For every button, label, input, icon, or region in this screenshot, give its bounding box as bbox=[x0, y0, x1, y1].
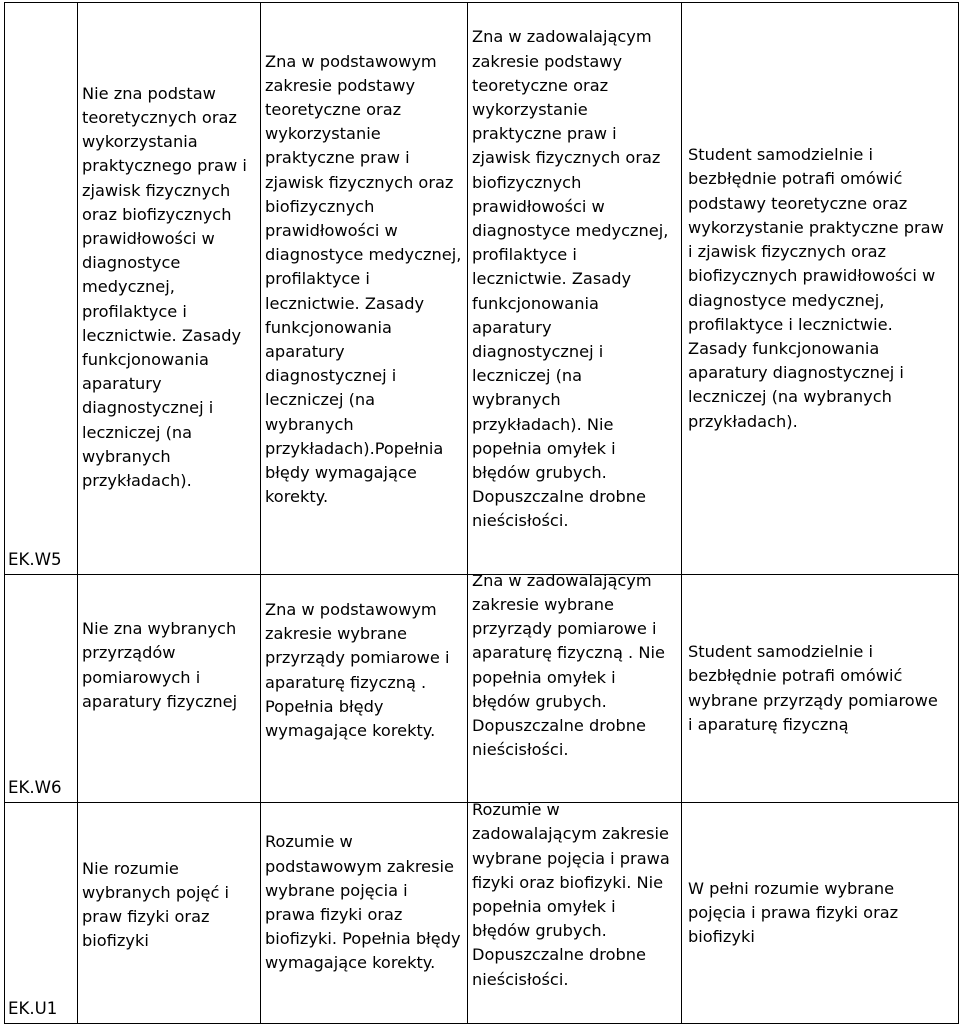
grade-cell-basic bbox=[261, 803, 468, 1024]
grade-cell-excellent bbox=[682, 3, 959, 575]
grade-cell-excellent bbox=[682, 575, 959, 803]
cell-text: Nie rozumie wybranych pojęć i praw fizyki oraz biofizyki bbox=[82, 858, 229, 951]
cell-text: Rozumie w podstawowym zakresie wybrane pojęcia i prawa fizyki oraz biofizyki. Popełnia błędy wymagające korekty. bbox=[265, 832, 461, 973]
cell-text: Rozumie w zadowalającym zakresie wybrane pojęcia i prawa fizyki oraz biofizyki. Nie popełnia omyłek i błędów grubych. Dopuszczalne drobne nieścisłości. bbox=[472, 800, 670, 989]
cell-text: Student samodzielnie i bezbłędnie potrafi omówić podstawy teoretyczne oraz wykorzystanie praktyczne praw i zjawisk fizycznych oraz biofizycznych prawidłowości w diagnostyce medycznej, profilaktyce i lecznictwie. Zasady funkcjonowania aparatury diagnostycznej i leczniczej (na wybranych przykładach). bbox=[688, 145, 944, 431]
cell-text: W pełni rozumie wybrane pojęcia i prawa fizyki oraz biofizyki bbox=[688, 878, 899, 947]
cell-text: Zna w podstawowym zakresie wybrane przyrządy pomiarowe i aparaturę fizyczną . Popełnia błędy wymagające korekty. bbox=[265, 599, 450, 740]
learning-outcome-code: EK.W5 bbox=[5, 3, 78, 575]
table-row bbox=[5, 575, 959, 803]
table-row bbox=[5, 3, 959, 575]
learning-outcome-code: EK.W6 bbox=[5, 575, 78, 803]
table-row bbox=[5, 803, 959, 1024]
grade-cell-insufficient bbox=[78, 3, 261, 575]
grade-cell-basic bbox=[261, 3, 468, 575]
cell-text: Zna w zadowalającym zakresie wybrane przyrządy pomiarowe i aparaturę fizyczną . Nie popełnia omyłek i błędów grubych. Dopuszczalne drobne nieścisłości. bbox=[472, 570, 665, 760]
grade-cell-satisfactory bbox=[468, 570, 682, 803]
cell-text: Zna w podstawowym zakresie podstawy teoretyczne oraz wykorzystanie praktyczne praw i zjawisk fizycznych oraz biofizycznych prawidłowości w diagnostyce medycznej, profilaktyce i lecznictwie. Zasady funkcjonowania aparatury diagnostycznej i leczniczej (na wybranych przykładach).Popełnia błędy wymagające korekty. bbox=[265, 51, 462, 507]
grade-cell-insufficient bbox=[78, 575, 261, 803]
grade-cell-insufficient bbox=[78, 803, 261, 1024]
cell-text: Nie zna podstaw teoretycznych oraz wykorzystania praktycznego praw i zjawisk fizycznych oraz biofizycznych prawidłowości w diagnostyce medycznej, profilaktyce i lecznictwie. Zasady funkcjonowania aparatury diagnostycznej i leczniczej (na wybranych przykładach). bbox=[82, 83, 247, 491]
cell-text: Zna w zadowalającym zakresie podstawy teoretyczne oraz wykorzystanie praktyczne praw i zjawisk fizycznych oraz biofizycznych prawidłowości w diagnostyce medycznej, profilaktyce i lecznictwie. Zasady funkcjonowania aparatury diagnostycznej i leczniczej (na wybranych przykładach). Nie popełnia omyłek i błędów grubych. Dopuszczalne drobne nieścisłości. bbox=[472, 27, 669, 531]
cell-text: Nie zna wybranych przyrządów pomiarowych i aparatury fizycznej bbox=[82, 619, 238, 711]
grade-cell-satisfactory bbox=[468, 800, 682, 1024]
grade-cell-excellent bbox=[682, 803, 959, 1024]
assessment-criteria-table bbox=[4, 2, 959, 1024]
learning-outcome-code: EK.U1 bbox=[5, 803, 78, 1024]
grade-cell-basic bbox=[261, 575, 468, 803]
cell-text: Student samodzielnie i bezbłędnie potrafi omówić wybrane przyrządy pomiarowe i aparaturę fizyczną bbox=[688, 642, 938, 734]
grade-cell-satisfactory bbox=[468, 3, 682, 575]
